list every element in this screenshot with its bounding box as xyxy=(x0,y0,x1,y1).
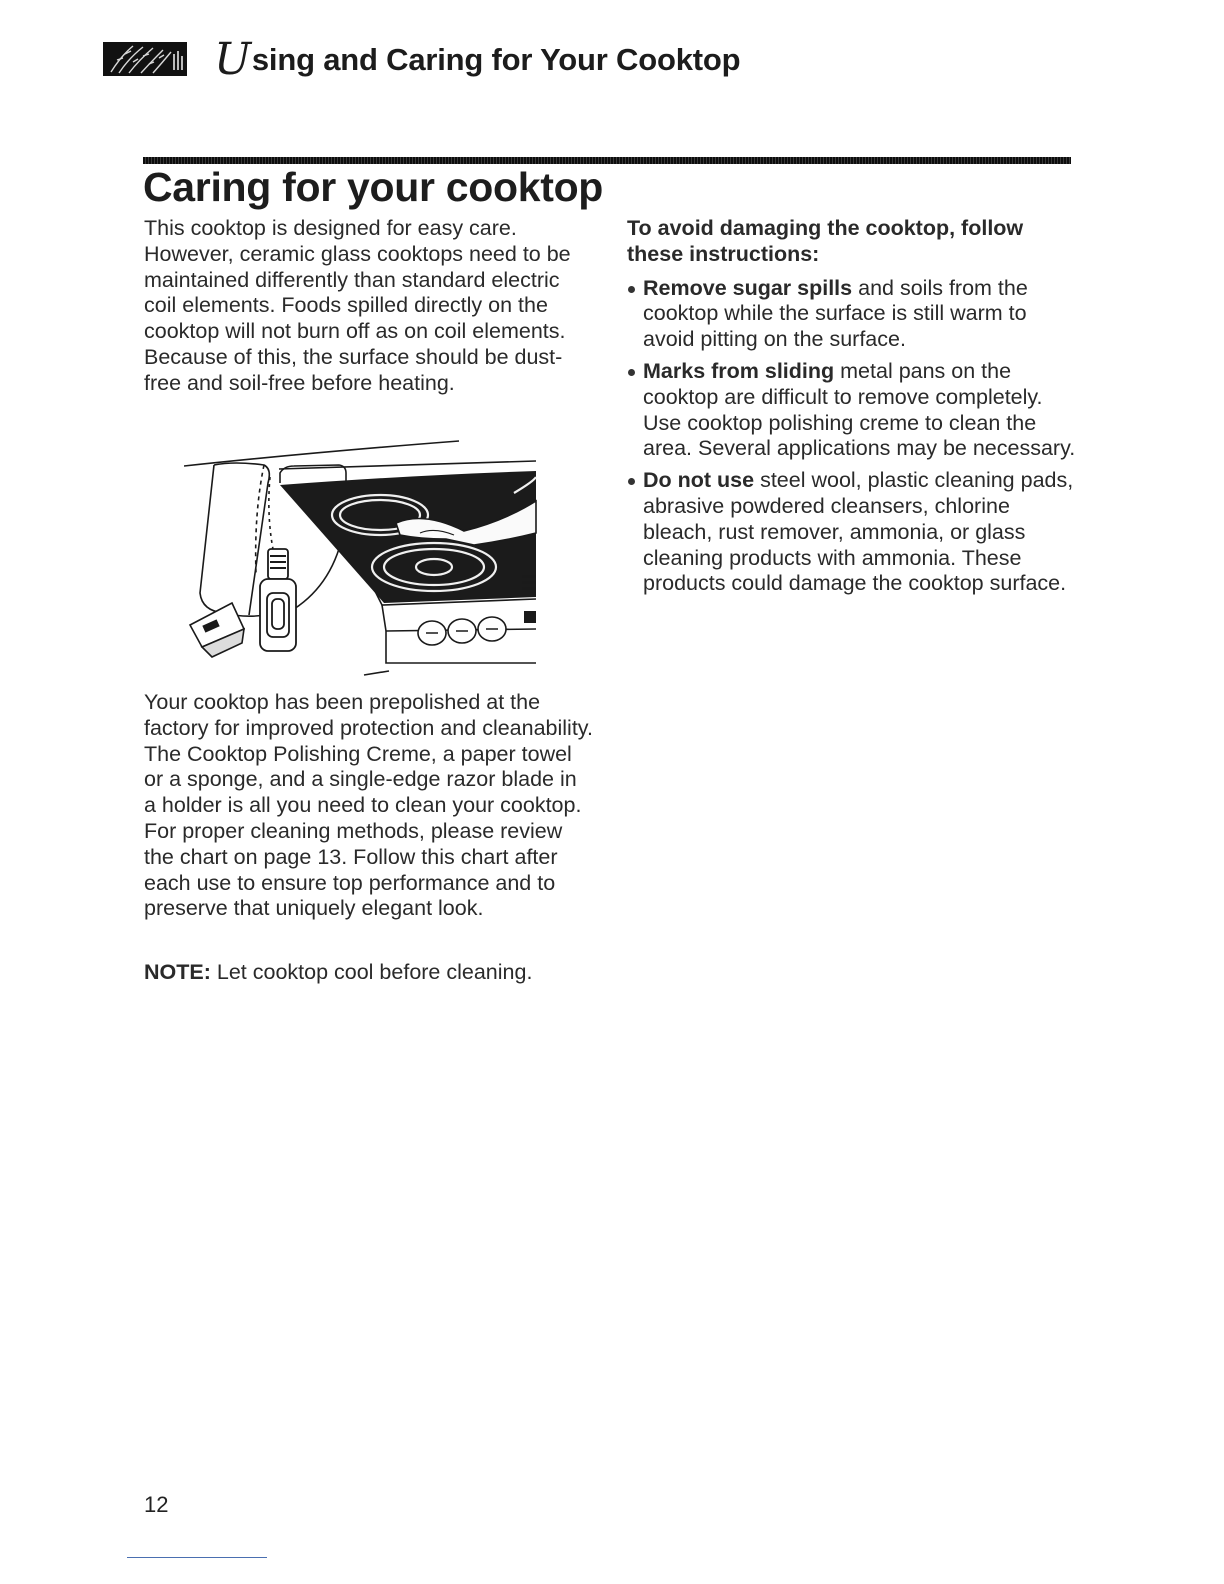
prepolished-paragraph: Your cooktop has been prepolished at the factory for improved protection and cleanability. The Cooktop Polishing Creme, a paper towel or a sponge, and a single-edge razor blade in a holder is all you need to clean your cooktop. For proper cleaning methods, please review the chart on page 13. Follow this chart after each use to ensure top performance and to preserve that uniquely elegant look. xyxy=(144,690,593,921)
page-header-title xyxy=(214,34,741,85)
bullet-icon xyxy=(628,286,635,293)
instructions-heading: To avoid damaging the cooktop, follow these instructions: xyxy=(627,216,1024,266)
bullet-icon xyxy=(628,478,635,485)
list-item-text: and soils from the cooktop while the surface is still warm to avoid pitting on the surface. xyxy=(643,275,1028,352)
bullet-icon xyxy=(628,369,635,376)
instructions-column xyxy=(627,216,1077,603)
list-item-text: steel wool, plastic cleaning pads, abrasive powdered cleansers, chlorine bleach, rust remover, ammonia, or glass cleaning products with ammonia. These products could damage the cooktop surface. xyxy=(643,468,1074,596)
footer-line xyxy=(127,1557,267,1558)
list-item-bold: Remove sugar spills xyxy=(643,275,853,300)
note-text: Let cooktop cool before cleaning. xyxy=(216,960,533,984)
note-label: NOTE: xyxy=(144,960,211,984)
list-item xyxy=(627,468,1077,597)
note-paragraph xyxy=(144,960,594,986)
list-item-bold: Marks from sliding xyxy=(643,358,835,383)
header-title-rest: sing and Caring for Your Cooktop xyxy=(251,42,741,77)
list-item-text: metal pans on the cooktop are difficult to remove completely. Use cooktop polishing creme to clean the area. Several applications may be necessary. xyxy=(643,358,1076,461)
page-number: 12 xyxy=(144,1492,169,1517)
intro-paragraph: This cooktop is designed for easy care. However, ceramic glass cooktops need to be maintained differently than standard electric coil elements. Foods spilled directly on the cooktop will not burn off as on coil elements. Because of this, the surface should be dust-free and soil-free before heating. xyxy=(144,216,571,395)
list-item xyxy=(627,359,1077,462)
wheat-logo-icon xyxy=(103,42,187,76)
list-item xyxy=(627,276,1077,353)
section-title: Caring for your cooktop xyxy=(143,164,604,210)
list-item-bold: Do not use xyxy=(643,468,755,493)
header-title-initial: U xyxy=(214,34,251,85)
cooktop-cleaning-illustration-icon xyxy=(184,433,540,683)
section-divider xyxy=(143,157,1071,164)
